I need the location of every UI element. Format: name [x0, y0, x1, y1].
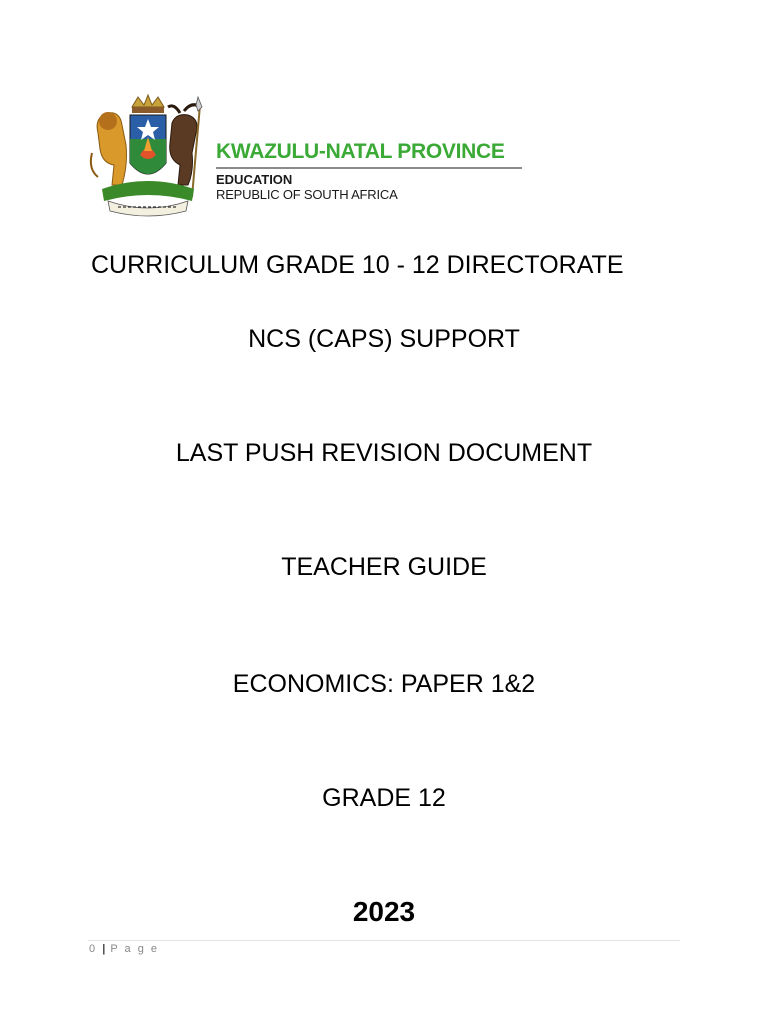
country-name: REPUBLIC OF SOUTH AFRICA: [216, 187, 398, 202]
provincial-logo: [88, 93, 523, 218]
logo-divider: [216, 167, 522, 169]
footer-divider: [88, 940, 680, 941]
page-footer: [89, 943, 159, 955]
page-number: 0: [89, 943, 98, 955]
page-label: P a g e: [110, 943, 159, 955]
footer-separator: |: [102, 943, 106, 955]
grade-title: GRADE 12: [322, 784, 446, 812]
logo-text-block: [216, 141, 524, 202]
year-title: 2023: [352, 896, 416, 927]
directorate-title: CURRICULUM GRADE 10 - 12 DIRECTORATE: [91, 251, 624, 279]
subject-title: ECONOMICS: PAPER 1&2: [232, 670, 536, 698]
province-name: KWAZULU-NATAL PROVINCE: [216, 140, 505, 163]
document-title: LAST PUSH REVISION DOCUMENT: [175, 439, 593, 467]
support-title: NCS (CAPS) SUPPORT: [248, 325, 520, 353]
guide-title: TEACHER GUIDE: [281, 553, 487, 581]
coat-of-arms-icon: [88, 93, 208, 218]
department-name: EDUCATION: [216, 172, 293, 187]
